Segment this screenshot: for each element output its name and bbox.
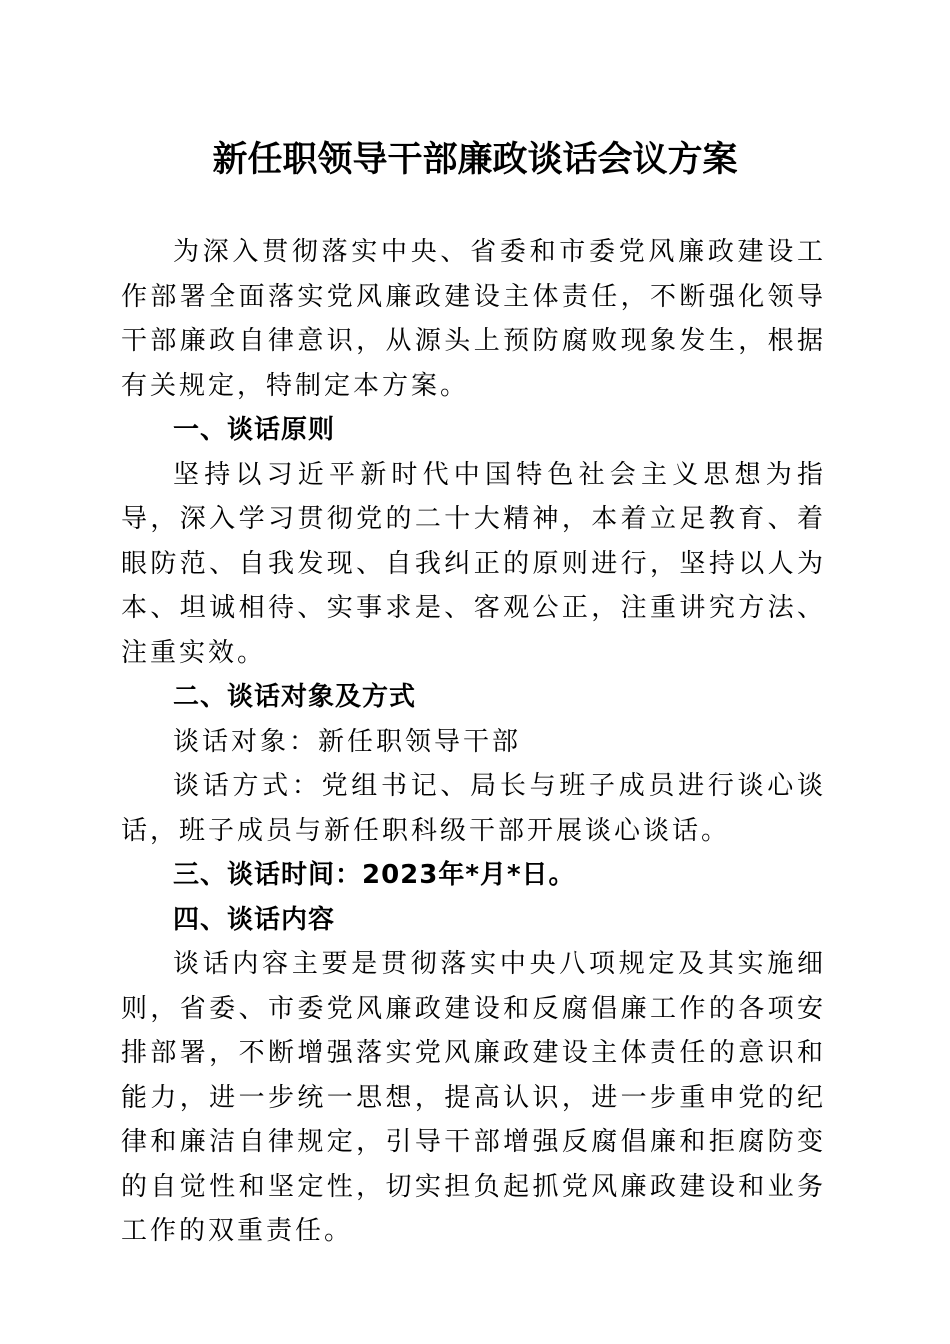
targets-paragraph: 谈话对象：新任职领导干部	[173, 726, 522, 757]
document-body	[121, 230, 826, 1254]
section-heading-targets: 二、谈话对象及方式	[173, 682, 417, 712]
methods-paragraph: 谈话方式：党组书记、局长与班子成员进行谈心谈话，班子成员与新任职科级干部开展谈心谈话。	[121, 771, 826, 846]
document-title: 新任职领导干部廉政谈话会议方案	[212, 139, 738, 180]
section-heading-content: 四、谈话内容	[173, 904, 336, 935]
principles-paragraph: 坚持以习近平新时代中国特色社会主义思想为指导，深入学习贯彻党的二十大精神，本着立足教育、着眼防范、自我发现、自我纠正的原则进行，坚持以人为本、坦诚相待、实事求是、客观公正，注重讲究方法、注重实效。	[121, 459, 826, 668]
intro-paragraph: 为深入贯彻落实中央、省委和市委党风廉政建设工作部署全面落实党风廉政建设主体责任，不断强化领导干部廉政自律意识，从源头上预防腐败现象发生，根据有关规定，特制定本方案。	[121, 237, 826, 401]
section-heading-principles: 一、谈话原则	[173, 415, 336, 445]
section-heading-time: 三、谈话时间：2023年*月*日。	[173, 860, 576, 890]
content-paragraph: 谈话内容主要是贯彻落实中央八项规定及其实施细则，省委、市委党风廉政建设和反腐倡廉工作的各项安排部署，不断增强落实党风廉政建设主体责任的意识和能力，进一步统一思想，提高认识，进一步重申党的纪律和廉洁自律规定，引导干部增强反腐倡廉和拒腐防变的自觉性和坚定性，切实担负起抓党风廉政建设和业务工作的双重责任。	[121, 949, 826, 1246]
